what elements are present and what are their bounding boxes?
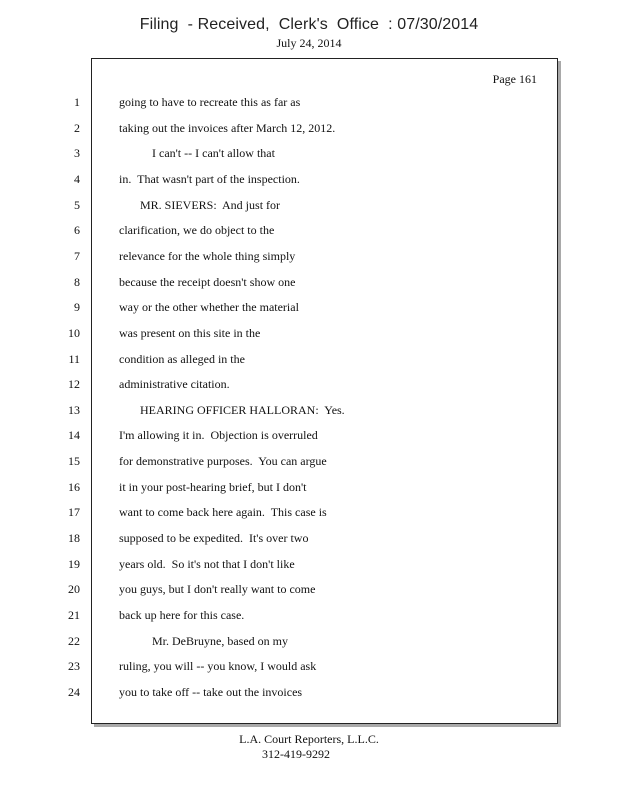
line-number: 11 xyxy=(68,352,80,366)
transcript-line-text: MR. SIEVERS: And just for xyxy=(119,198,281,212)
line-number: 24 xyxy=(68,685,80,699)
transcript-line-text: taking out the invoices after March 12, 2012. xyxy=(119,121,336,135)
line-number: 23 xyxy=(68,659,80,673)
transcript-line-text: it in your post-hearing brief, but I don't xyxy=(119,480,307,494)
transcript-line-text: administrative citation. xyxy=(119,377,230,391)
transcript-line-text: you to take off -- take out the invoices xyxy=(119,685,303,699)
line-number: 15 xyxy=(68,454,80,468)
transcript-line-text: was present on this site in the xyxy=(119,326,261,340)
transcript-line-text: relevance for the whole thing simply xyxy=(119,249,296,263)
line-number: 4 xyxy=(74,172,80,186)
line-number: 22 xyxy=(68,634,80,648)
transcript-line-text: for demonstrative purposes. You can argue xyxy=(119,454,327,468)
transcript-line-text: back up here for this case. xyxy=(119,608,245,622)
line-number: 3 xyxy=(74,146,80,160)
line-number: 12 xyxy=(68,377,80,391)
transcript-line-text: Mr. DeBruyne, based on my xyxy=(119,634,288,648)
transcript-line-text: years old. So it's not that I don't like xyxy=(119,557,295,571)
page-number: Page 161 xyxy=(492,72,537,86)
line-number: 17 xyxy=(68,505,80,519)
line-number: 13 xyxy=(68,403,80,417)
transcript-line-text: you guys, but I don't really want to come xyxy=(119,582,316,596)
line-number: 5 xyxy=(74,198,80,212)
line-number: 9 xyxy=(74,300,80,314)
transcript-line-text: condition as alleged in the xyxy=(119,352,245,366)
transcript-line-text: ruling, you will -- you know, I would ask xyxy=(119,659,317,673)
transcript-line-text: going to have to recreate this as far as xyxy=(119,95,301,109)
line-number: 18 xyxy=(68,531,80,545)
transcript-line-text: way or the other whether the material xyxy=(119,300,299,314)
line-number: 19 xyxy=(68,557,80,571)
line-number: 6 xyxy=(74,223,80,237)
transcript-line-text: I'm allowing it in. Objection is overruled xyxy=(119,428,318,442)
reporter-phone: 312-419-9292 xyxy=(262,747,330,761)
hearing-date: July 24, 2014 xyxy=(276,36,342,50)
transcript-line-text: I can't -- I can't allow that xyxy=(119,146,275,160)
reporter-name: L.A. Court Reporters, L.L.C. xyxy=(239,732,379,746)
transcript-line-text: HEARING OFFICER HALLORAN: Yes. xyxy=(119,403,345,417)
line-number: 10 xyxy=(68,326,80,340)
line-number: 2 xyxy=(74,121,80,135)
line-number: 16 xyxy=(68,480,80,494)
line-number: 8 xyxy=(74,275,80,289)
transcript-line-text: in. That wasn't part of the inspection. xyxy=(119,172,300,186)
line-number: 21 xyxy=(68,608,80,622)
transcript-line-text: because the receipt doesn't show one xyxy=(119,275,296,289)
line-number: 1 xyxy=(74,95,80,109)
line-number: 7 xyxy=(74,249,80,263)
transcript-line-text: want to come back here again. This case is xyxy=(119,505,327,519)
filing-stamp: Filing - Received, Clerk's Office : 07/30/2014 xyxy=(139,16,479,33)
transcript-line-text: clarification, we do object to the xyxy=(119,223,275,237)
transcript-line-text: supposed to be expedited. It's over two xyxy=(119,531,309,545)
line-number: 14 xyxy=(68,428,80,442)
line-number: 20 xyxy=(68,582,80,596)
